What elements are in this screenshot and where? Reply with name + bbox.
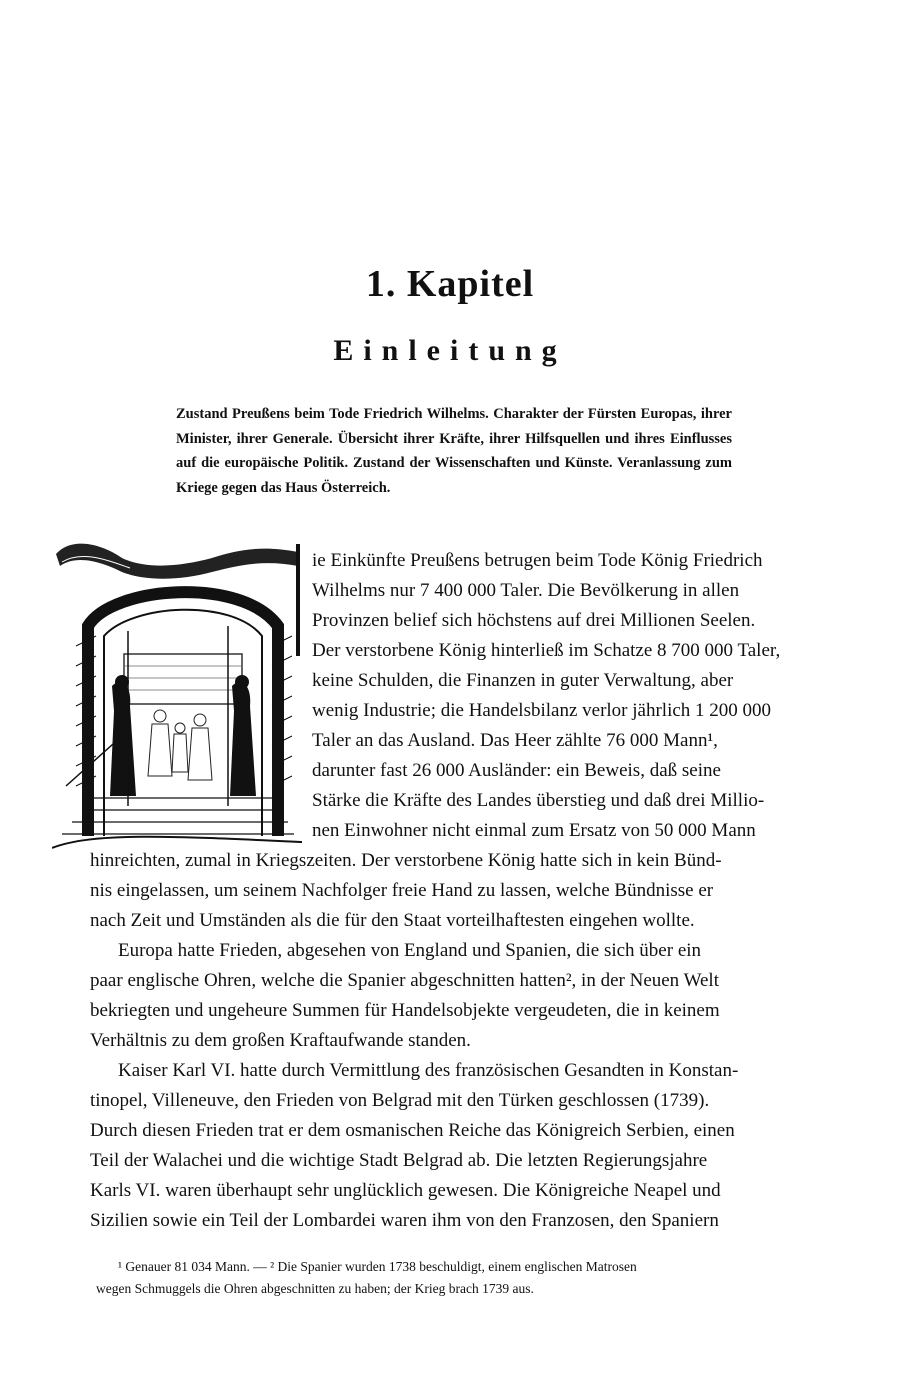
footnote-line: wegen Schmuggels die Ohren abgeschnitten zu haben; der Krieg brach 1739 aus. <box>96 1281 534 1296</box>
body-line: Stärke die Kräfte des Landes überstieg und daß drei Millio- <box>312 790 765 811</box>
body-line: nach Zeit und Umständen als die für den Staat vorteilhaftesten eingehen wollte. <box>90 910 695 931</box>
body-line: Taler an das Ausland. Das Heer zählte 76 000 Mann¹, <box>312 730 718 751</box>
body-line: Durch diesen Frieden trat er dem osmanischen Reiche das Königreich Serbien, einen <box>90 1120 735 1141</box>
body-line: Verhältnis zu dem großen Kraftaufwande standen. <box>90 1030 471 1051</box>
body-line: darunter fast 26 000 Ausländer: ein Beweis, daß seine <box>312 760 721 781</box>
body-line: Teil der Walachei und die wichtige Stadt Belgrad ab. Die letzten Regierungsjahre <box>90 1150 708 1171</box>
body-line: paar englische Ohren, welche die Spanier abgeschnitten hatten², in der Neuen Welt <box>90 970 719 991</box>
body-line: wenig Industrie; die Handelsbilanz verlor jährlich 1 200 000 <box>312 700 772 721</box>
footnote-line: ¹ Genauer 81 034 Mann. — ² Die Spanier wurden 1738 beschuldigt, einem englischen Matrosen <box>118 1259 637 1274</box>
initial-d-drawing <box>52 536 304 851</box>
body-line: keine Schulden, die Finanzen in guter Verwaltung, aber <box>312 670 734 691</box>
body-line: Der verstorbene König hinterließ im Schatze 8 700 000 Taler, <box>312 640 781 661</box>
body-line: tinopel, Villeneuve, den Frieden von Belgrad mit den Türken geschlossen (1739). <box>90 1090 710 1111</box>
body-line: bekriegten und ungeheure Summen für Handelsobjekte vergeudeten, die in keinem <box>90 1000 720 1021</box>
section-title: Einleitung <box>333 334 567 367</box>
body-line: Provinzen belief sich höchstens auf drei Millionen Seelen. <box>312 610 756 631</box>
body-line: ie Einkünfte Preußens betrugen beim Tode König Friedrich <box>312 550 763 571</box>
body-line: Sizilien sowie ein Teil der Lombardei waren ihm von den Franzosen, den Spaniern <box>90 1210 719 1231</box>
chapter-summary: Zustand Preußens beim Tode Friedrich Wilhelms. Charakter der Fürsten Europas, ihrer Minister, ihrer Generale. Übersicht ihrer Kräfte, ihrer Hilfsquellen und ihres Einflusses auf die europäische Politik. Zustand der Wissenschaften und Künste. Veranlassung zum Kriege gegen das Haus Österreich. <box>176 406 732 496</box>
footnotes <box>96 1256 830 1300</box>
chapter-number-title: 1. Kapitel <box>365 263 535 305</box>
body-line: Europa hatte Frieden, abgesehen von England und Spanien, die sich über ein <box>118 940 702 961</box>
body-line: nis eingelassen, um seinem Nachfolger freie Hand zu lassen, welche Bündnisse er <box>90 880 714 901</box>
body-line: Wilhelms nur 7 400 000 Taler. Die Bevölkerung in allen <box>312 580 740 601</box>
body-line: Kaiser Karl VI. hatte durch Vermittlung des französischen Gesandten in Konstan- <box>118 1060 739 1081</box>
body-line: hinreichten, zumal in Kriegszeiten. Der verstorbene König hatte sich in kein Bünd- <box>90 850 722 871</box>
body-line: nen Einwohner nicht einmal zum Ersatz von 50 000 Mann <box>312 820 756 841</box>
body-line: Karls VI. waren überhaupt sehr unglücklich gewesen. Die Königreiche Neapel und <box>90 1180 721 1201</box>
initial-illustration <box>52 536 304 851</box>
